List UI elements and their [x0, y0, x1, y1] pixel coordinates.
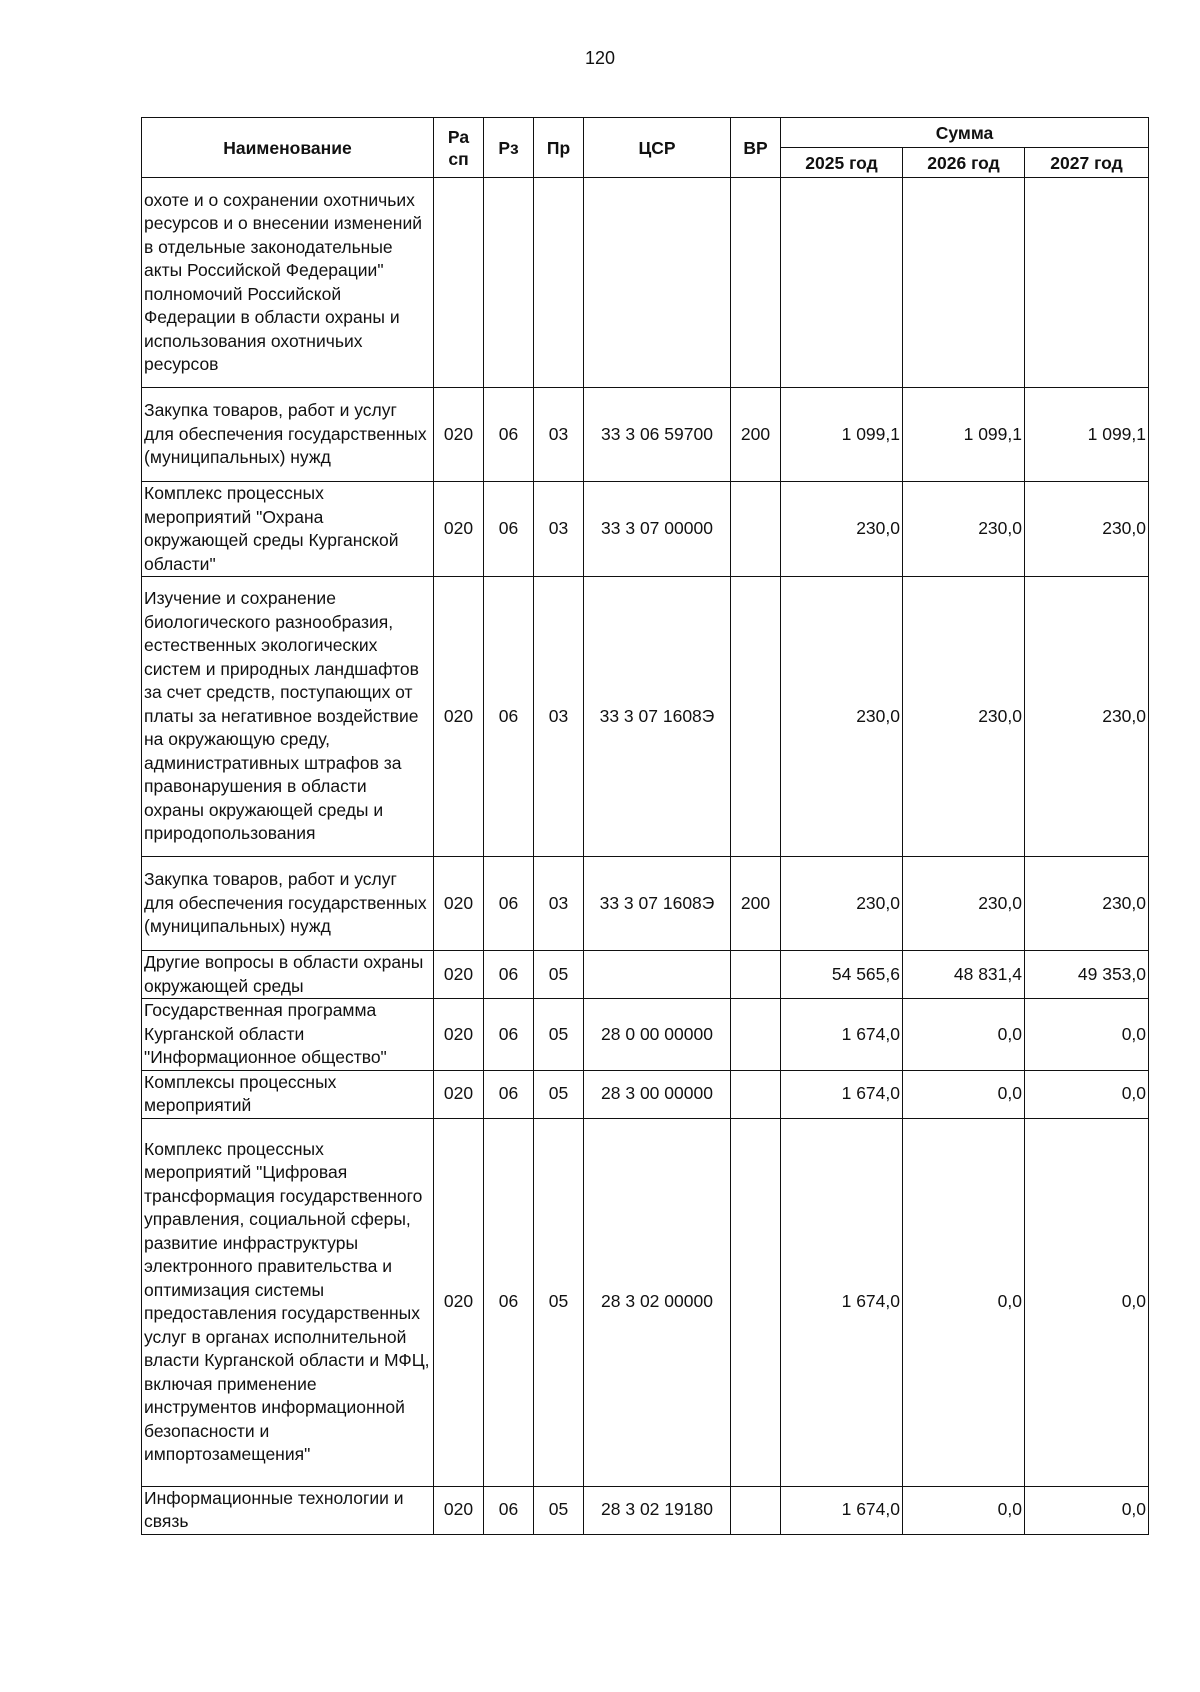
row-sum-2025: 1 674,0 [781, 1486, 903, 1534]
row-pr: 05 [534, 1118, 584, 1486]
row-csr: 33 3 06 59700 [584, 388, 731, 482]
row-sum-2025: 230,0 [781, 857, 903, 951]
row-vr [731, 178, 781, 388]
row-sum-2026 [903, 178, 1025, 388]
table-row [142, 1118, 1149, 1486]
row-rz: 06 [484, 999, 534, 1071]
header-rz: Рз [484, 118, 534, 178]
row-sum-2025: 230,0 [781, 482, 903, 577]
row-sum-2026: 230,0 [903, 577, 1025, 857]
row-csr [584, 951, 731, 999]
header-rasp: Ра сп [434, 118, 484, 178]
row-rasp: 020 [434, 857, 484, 951]
row-sum-2026: 0,0 [903, 1118, 1025, 1486]
row-sum-2027: 0,0 [1025, 1486, 1149, 1534]
row-vr: 200 [731, 857, 781, 951]
table-header [142, 118, 1149, 178]
row-name: Изучение и сохранение биологического разнообразия, естественных экологических систем и природных ландшафтов за счет средств, поступающих от платы за негативное воздействие на окружающую среду, административных штрафов за правонарушения в области охраны окружающей среды и природопользования [142, 577, 434, 857]
row-sum-2027: 0,0 [1025, 1118, 1149, 1486]
row-sum-2027: 0,0 [1025, 999, 1149, 1071]
row-vr: 200 [731, 388, 781, 482]
row-rz: 06 [484, 1486, 534, 1534]
table-row [142, 388, 1149, 482]
row-sum-2025: 54 565,6 [781, 951, 903, 999]
row-sum-2027: 1 099,1 [1025, 388, 1149, 482]
row-vr [731, 1486, 781, 1534]
header-year-2027: 2027 год [1025, 148, 1149, 178]
row-rasp: 020 [434, 1070, 484, 1118]
header-sum: Сумма [781, 118, 1149, 148]
row-vr [731, 482, 781, 577]
row-csr: 33 3 07 1608Э [584, 857, 731, 951]
row-rz: 06 [484, 388, 534, 482]
row-sum-2025: 1 674,0 [781, 1070, 903, 1118]
row-sum-2027: 49 353,0 [1025, 951, 1149, 999]
page-number: 120 [584, 48, 616, 68]
row-sum-2027: 230,0 [1025, 857, 1149, 951]
row-rz [484, 178, 534, 388]
row-pr: 03 [534, 857, 584, 951]
table-row [142, 1070, 1149, 1118]
table-body [142, 178, 1149, 1535]
table-row [142, 951, 1149, 999]
row-name: Информационные технологии и связь [142, 1486, 434, 1534]
row-rasp: 020 [434, 577, 484, 857]
row-csr: 28 3 02 19180 [584, 1486, 731, 1534]
header-year-2026: 2026 год [903, 148, 1025, 178]
header-name: Наименование [142, 118, 434, 178]
table-row [142, 1486, 1149, 1534]
table-row [142, 999, 1149, 1071]
header-vr: ВР [731, 118, 781, 178]
row-sum-2026: 230,0 [903, 482, 1025, 577]
row-vr [731, 1070, 781, 1118]
budget-table [141, 117, 1149, 1535]
row-csr [584, 178, 731, 388]
row-pr: 03 [534, 577, 584, 857]
row-rasp: 020 [434, 951, 484, 999]
header-pr: Пр [534, 118, 584, 178]
table-row [142, 482, 1149, 577]
header-year-2025: 2025 год [781, 148, 903, 178]
table-row [142, 178, 1149, 388]
row-sum-2027 [1025, 178, 1149, 388]
row-sum-2025: 1 099,1 [781, 388, 903, 482]
row-sum-2026: 1 099,1 [903, 388, 1025, 482]
row-name: охоте и о сохранении охотничьих ресурсов и о внесении изменений в отдельные законодательные акты Российской Федерации" полномочий Российской Федерации в области охраны и использования охотничьих ресурсов [142, 178, 434, 388]
row-sum-2026: 230,0 [903, 857, 1025, 951]
row-csr: 33 3 07 1608Э [584, 577, 731, 857]
row-sum-2026: 0,0 [903, 999, 1025, 1071]
row-vr [731, 1118, 781, 1486]
table-row [142, 857, 1149, 951]
row-sum-2025: 230,0 [781, 577, 903, 857]
row-pr: 03 [534, 388, 584, 482]
row-pr: 05 [534, 999, 584, 1071]
row-sum-2025 [781, 178, 903, 388]
row-name: Другие вопросы в области охраны окружающей среды [142, 951, 434, 999]
row-pr: 05 [534, 1070, 584, 1118]
row-sum-2026: 0,0 [903, 1070, 1025, 1118]
row-rasp: 020 [434, 999, 484, 1071]
row-rz: 06 [484, 1070, 534, 1118]
row-csr: 28 3 02 00000 [584, 1118, 731, 1486]
row-vr [731, 999, 781, 1071]
row-sum-2026: 48 831,4 [903, 951, 1025, 999]
row-rz: 06 [484, 1118, 534, 1486]
row-pr: 05 [534, 1486, 584, 1534]
row-pr: 05 [534, 951, 584, 999]
row-rasp: 020 [434, 1118, 484, 1486]
row-name: Государственная программа Курганской области "Информационное общество" [142, 999, 434, 1071]
row-rasp: 020 [434, 482, 484, 577]
row-name: Закупка товаров, работ и услуг для обеспечения государственных (муниципальных) нужд [142, 857, 434, 951]
row-rasp: 020 [434, 388, 484, 482]
row-pr [534, 178, 584, 388]
row-pr: 03 [534, 482, 584, 577]
row-rasp: 020 [434, 1486, 484, 1534]
row-csr: 33 3 07 00000 [584, 482, 731, 577]
row-csr: 28 3 00 00000 [584, 1070, 731, 1118]
row-name: Комплексы процессных мероприятий [142, 1070, 434, 1118]
row-rz: 06 [484, 482, 534, 577]
row-vr [731, 577, 781, 857]
row-rasp [434, 178, 484, 388]
row-rz: 06 [484, 857, 534, 951]
row-sum-2025: 1 674,0 [781, 1118, 903, 1486]
row-sum-2027: 0,0 [1025, 1070, 1149, 1118]
row-sum-2027: 230,0 [1025, 482, 1149, 577]
row-name: Комплекс процессных мероприятий "Охрана окружающей среды Курганской области" [142, 482, 434, 577]
row-rz: 06 [484, 951, 534, 999]
row-name: Комплекс процессных мероприятий "Цифровая трансформация государственного управления, социальной сферы, развитие инфраструктуры электронного правительства и оптимизация системы предоставления государственных услуг в органах исполнительной власти Курганской области и МФЦ, включая применение инструментов информационной безопасности и импортозамещения" [142, 1118, 434, 1486]
row-sum-2025: 1 674,0 [781, 999, 903, 1071]
table-row [142, 577, 1149, 857]
row-rz: 06 [484, 577, 534, 857]
row-vr [731, 951, 781, 999]
row-csr: 28 0 00 00000 [584, 999, 731, 1071]
row-sum-2026: 0,0 [903, 1486, 1025, 1534]
header-csr: ЦСР [584, 118, 731, 178]
row-name: Закупка товаров, работ и услуг для обеспечения государственных (муниципальных) нужд [142, 388, 434, 482]
row-sum-2027: 230,0 [1025, 577, 1149, 857]
